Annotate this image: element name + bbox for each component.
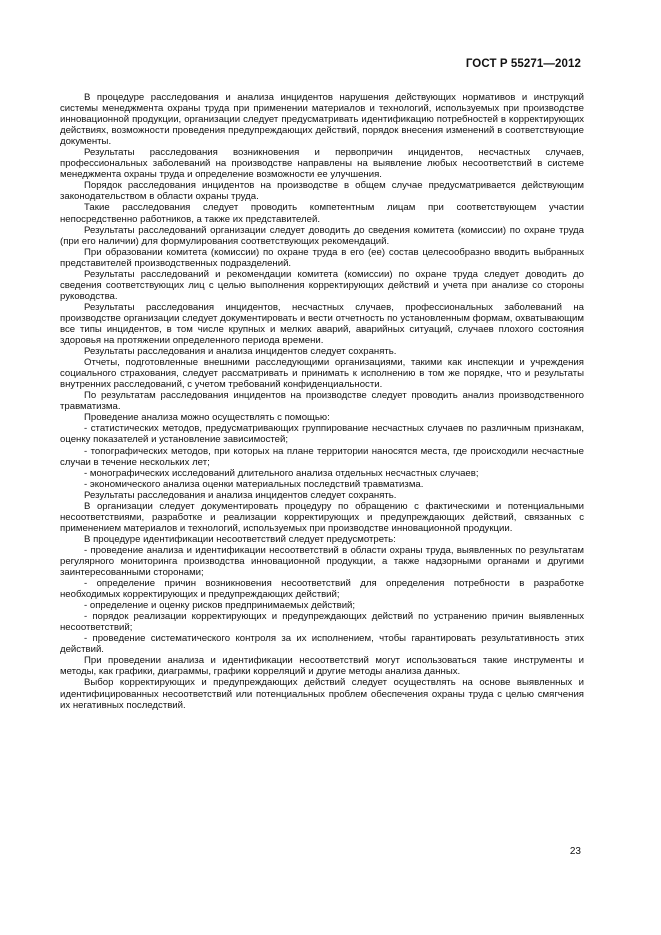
paragraph: - экономического анализа оценки материальных последствий травматизма. [84, 478, 424, 490]
paragraph: - топографических методов, при которых на плане территории наносятся места, где происходили несчастные случаи в течение нескольких лет; [60, 445, 584, 468]
paragraph: - порядок реализации корректирующих и предупреждающих действий по устранению причин выявленных несоответствий; [60, 611, 584, 634]
paragraph: Порядок расследования инцидентов на производстве в общем случае предусматривается действующим законодательством в области охраны труда. [60, 180, 584, 203]
paragraph: Отчеты, подготовленные внешними расследующими организациями, такими как инспекции и учреждения социального страхования, следует рассматривать и принимать к исполнению в том же порядке, что и результаты внутренних расследований, с учетом требований конфиденциальности. [60, 357, 584, 391]
paragraph: - проведение систематического контроля за их исполнением, чтобы гарантировать результативность этих действий. [60, 633, 584, 656]
paragraph: Результаты расследований организации следует доводить до сведения комитета (комиссии) по охране труда (при его наличии) для формулирования соответствующих рекомендаций. [60, 224, 584, 247]
paragraph: Проведение анализа можно осуществлять с помощью: [84, 412, 330, 424]
paragraph: Результаты расследования возникновения и первопричин инцидентов, несчастных случаев, профессиональных заболеваний на производстве направлены на выявление любых несоответствий в системе менеджмента охраны труда и определение возможности ее улучшения. [60, 147, 584, 181]
standard-header: ГОСТ Р 55271—2012 [465, 58, 581, 70]
paragraph: Результаты расследования и анализа инцидентов следует сохранять. [84, 489, 397, 501]
paragraph: Результаты расследования и анализа инцидентов следует сохранять. [84, 346, 397, 358]
paragraph: В процедуре идентификации несоответствий следует предусмотреть: [84, 533, 396, 545]
paragraph: Результаты расследований и рекомендации комитета (комиссии) по охране труда следует доводить до сведения соответствующих лиц с целью выполнения корректирующих действий и учета при анализе со стороны руководства. [60, 268, 584, 302]
page-number: 23 [569, 846, 581, 857]
paragraph: Выбор корректирующих и предупреждающих действий следует осуществлять на основе выявленных и идентифицированных несоответствий или потенциальных проблем обеспечения охраны труда с целью смягчения их негативных последствий. [60, 677, 584, 711]
paragraph: - проведение анализа и идентификации несоответствий в области охраны труда, выявленных по результатам регулярного мониторинга производства инновационной продукции, а также надзорными органами и другими заинтересованными сторонами; [60, 544, 584, 579]
document-body [60, 92, 584, 711]
paragraph: При проведении анализа и идентификации несоответствий могут использоваться такие инструменты и методы, как графики, диаграммы, графики корреляций и другие методы анализа данных. [60, 655, 584, 678]
paragraph: В организации следует документировать процедуру по обращению с фактическими и потенциальными несоответствиями, разработке и реализации корректирующих и предупреждающих действий, связанных с применением материалов и технологий, используемых при производстве инновационной продукции. [60, 500, 584, 534]
paragraph: В процедуре расследования и анализа инцидентов нарушения действующих нормативов и инструкций системы менеджмента охраны труда при применении материалов и технологий, используемых при производстве инновационной продукции, организации следует предусматривать идентификацию потребностей в корректирующих действиях, возможности проведения предупреждающих действий, порядок внесения изменений в соответствующие документы. [60, 92, 584, 148]
paragraph: При образовании комитета (комиссии) по охране труда в его (ее) состав целесообразно вводить выбранных представителей производственных подразделений. [60, 246, 584, 269]
paragraph: - определение и оценку рисков предпринимаемых действий; [84, 600, 356, 612]
paragraph: Результаты расследования инцидентов, несчастных случаев, профессиональных заболеваний на производстве организации следует документировать и вести отчетность по установленным формам, охватывающим все типы инцидентов, в том числе крупных и мелких аварий, аварийных ситуаций, случаев плохого состояния здоровья на протяжении определенного периода времени. [60, 301, 584, 347]
paragraph: Такие расследования следует проводить компетентным лицам при соответствующем участии непосредственно работников, а также их представителей. [60, 202, 584, 225]
paragraph: По результатам расследования инцидентов на производстве следует проводить анализ производственного травматизма. [60, 390, 584, 413]
paragraph: - статистических методов, предусматривающих группирование несчастных случаев по различным признакам, оценку показателей и установление зависимостей; [60, 423, 584, 446]
paragraph: - определение причин возникновения несоответствий для определения потребности в разработке необходимых корректирующих и предупреждающих действий; [60, 578, 584, 601]
paragraph: - монографических исследований длительного анализа отдельных несчастных случаев; [84, 467, 479, 479]
